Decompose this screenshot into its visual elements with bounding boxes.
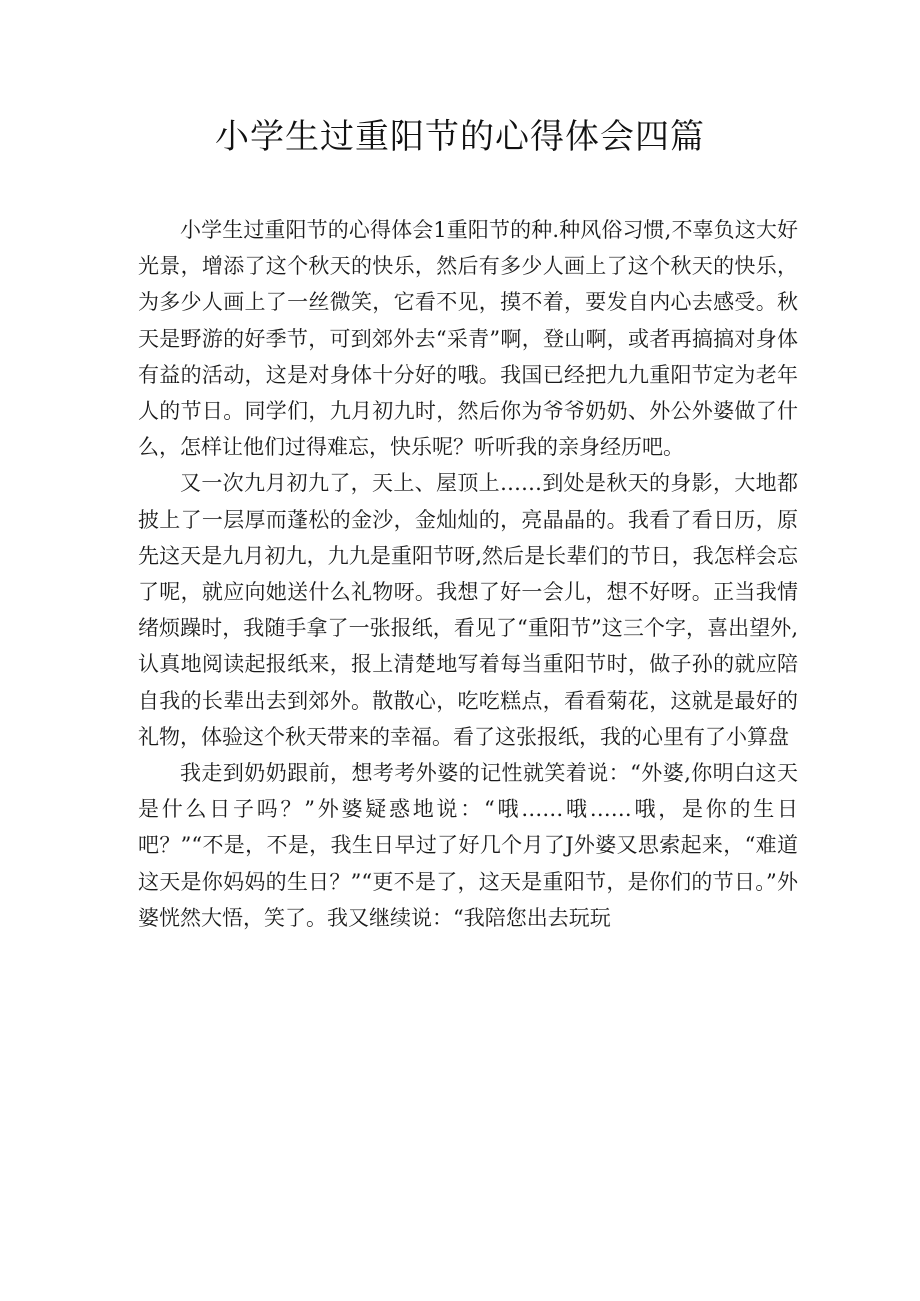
paragraph-2: 又一次九月初九了，天上、屋顶上……到处是秋天的身影，大地都披上了一层厚而蓬松的金沙，金灿灿的，亮晶晶的。我看了看日历，原先这天是九月初九，九九是重阳节呀,然后是长辈们的节日，我怎样会忘了呢，就应向她送什么礼物呀。我想了好一会儿，想不好呀。正当我情绪烦躁时，我随手拿了一张报纸，看见了“重阳节”这三个字，喜出望外,认真地阅读起报纸来，报上清楚地写着每当重阳节时，做子孙的就应陪自我的长辈出去到郊外。散散心，吃吃糕点，看看菊花，这就是最好的礼物，体验这个秋天带来的幸福。看了这张报纸，我的心里有了小算盘 xyxy=(138,471,798,749)
paragraph-3: 我走到奶奶跟前，想考考外婆的记性就笑着说：“外婆,你明白这天是什么日子吗？”外婆疑惑地说：“哦……哦……哦，是你的生日吧？”“不是，不是，我生日早过了好几个月了J外婆又思索起来，“难道这天是你妈妈的生日？”“更不是了，这天是重阳节，是你们的节日。”外婆恍然大悟，笑了。我又继续说：“我陪您出去玩玩 xyxy=(138,761,798,930)
paragraph-1: 小学生过重阳节的心得体会1重阳节的种.种风俗习惯,不辜负这大好光景，增添了这个秋天的快乐，然后有多少人画上了这个秋天的快乐，为多少人画上了一丝微笑，它看不见，摸不着，要发自内心去感受。秋天是野游的好季节，可到郊外去“采青”啊，登山啊，或者再搞搞对身体有益的活动，这是对身体十分好的哦。我国已经把九九重阳节定为老年人的节日。同学们，九月初九时，然后你为爷爷奶奶、外公外婆做了什么，怎样让他们过得难忘，快乐呢？听听我的亲身经历吧。 xyxy=(138,218,798,460)
document-title: 小学生过重阳节的心得体会四篇 xyxy=(215,117,705,157)
document-body xyxy=(138,212,798,936)
